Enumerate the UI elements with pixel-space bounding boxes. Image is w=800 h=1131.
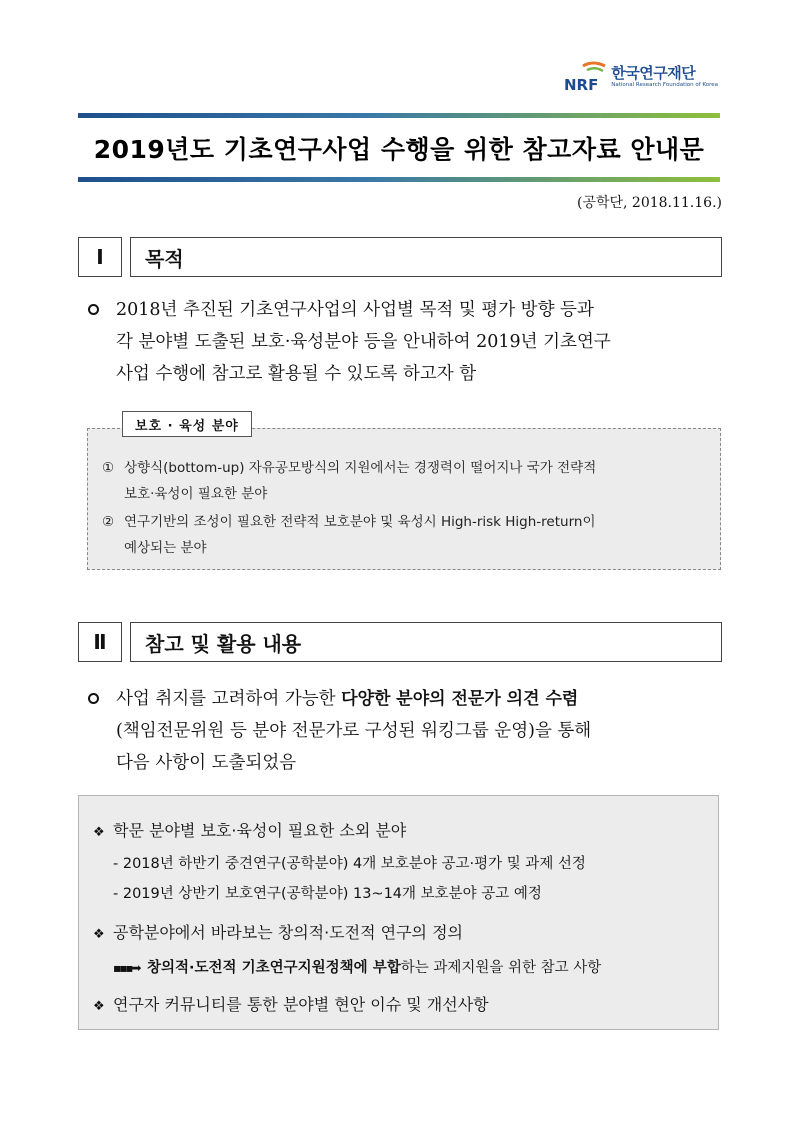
item-text: 연구기반의 조성이 필요한 전략적 보호분야 및 육성시 High-risk High-return이 xyxy=(124,514,596,530)
title-rule-bottom xyxy=(78,177,720,182)
protection-fields-box xyxy=(87,428,721,570)
nrf-logo xyxy=(563,60,718,94)
section1-para-line: 2018년 추진된 기초연구사업의 사업별 목적 및 평가 방향 등과 xyxy=(116,300,594,320)
circle-bullet-icon xyxy=(88,693,99,704)
item-number: ① xyxy=(102,460,115,476)
arrow-right-icon: ▪▪▪➡ xyxy=(113,961,140,975)
section1-paragraph xyxy=(88,294,724,390)
protection-item xyxy=(102,455,708,507)
logo-name-en: National Research Foundation of Korea xyxy=(611,81,718,88)
document-date: (공학단, 2018.11.16.) xyxy=(576,195,722,211)
page-title: 2019년도 기초연구사업 수행을 위한 참고자료 안내문 xyxy=(93,135,705,164)
circle-bullet-icon xyxy=(88,304,99,315)
diamond-bullet-icon: ❖ xyxy=(93,999,105,1014)
reference-heading: ❖ 학문 분야별 보호·육성이 필요한 소외 분야 xyxy=(93,821,407,840)
reference-emphasis: 창의적·도전적 기초연구지원정책에 부합 xyxy=(147,960,401,976)
reference-box xyxy=(78,795,719,1030)
item-text-cont: 예상되는 분야 xyxy=(124,540,207,556)
diamond-bullet-icon: ❖ xyxy=(93,825,105,840)
item-text-cont: 보호·육성이 필요한 분야 xyxy=(124,486,268,502)
logo-name: 한국연구재단 xyxy=(611,63,696,82)
section2-para-line: (책임전문위원 등 분야 전문가로 구성된 워킹그룹 운영)을 통해 xyxy=(116,721,592,741)
title-rule-top xyxy=(78,113,720,118)
section1-number: Ⅰ xyxy=(78,237,122,277)
reference-subitem: - 2019년 상반기 보호연구(공학분야) 13~14개 보호분야 공고 예정 xyxy=(113,886,542,902)
protection-fields-label: 보호 · 육성 분야 xyxy=(122,411,252,437)
item-number: ② xyxy=(102,514,115,530)
svg-text:NRF: NRF xyxy=(564,76,599,94)
nrf-logo-icon xyxy=(563,60,609,94)
section2-para-emphasis: 다양한 분야의 전문가 의견 수렴 xyxy=(341,689,579,709)
reference-subitem: - 2018년 하반기 중견연구(공학분야) 4개 보호분야 공고·평가 및 과제 선정 xyxy=(113,856,586,872)
section1-para-line: 사업 수행에 참고로 활용될 수 있도록 하고자 함 xyxy=(116,364,477,384)
reference-heading: ❖ 공학분야에서 바라보는 창의적·도전적 연구의 정의 xyxy=(93,923,464,942)
protection-item xyxy=(102,509,708,561)
section2-number: Ⅱ xyxy=(78,622,122,662)
diamond-bullet-icon: ❖ xyxy=(93,927,105,942)
section2-title: 참고 및 활용 내용 xyxy=(130,622,722,662)
reference-subitem: ▪▪▪➡ 창의적·도전적 기초연구지원정책에 부합하는 과제지원을 위한 참고 사항 xyxy=(113,960,602,976)
section1-title: 목적 xyxy=(130,237,722,277)
section2-para-line: 다음 사항이 도출되었음 xyxy=(116,753,297,773)
section2-paragraph xyxy=(88,683,724,779)
item-text: 상향식(bottom-up) 자유공모방식의 지원에서는 경쟁력이 떨어지나 국가 전략적 xyxy=(124,460,597,476)
section2-para-text: 사업 취지를 고려하여 가능한 xyxy=(116,689,342,709)
reference-heading: ❖ 연구자 커뮤니티를 통한 분야별 현안 이슈 및 개선사항 xyxy=(93,995,489,1014)
section1-para-line: 각 분야별 도출된 보호·육성분야 등을 안내하여 2019년 기초연구 xyxy=(116,332,611,352)
